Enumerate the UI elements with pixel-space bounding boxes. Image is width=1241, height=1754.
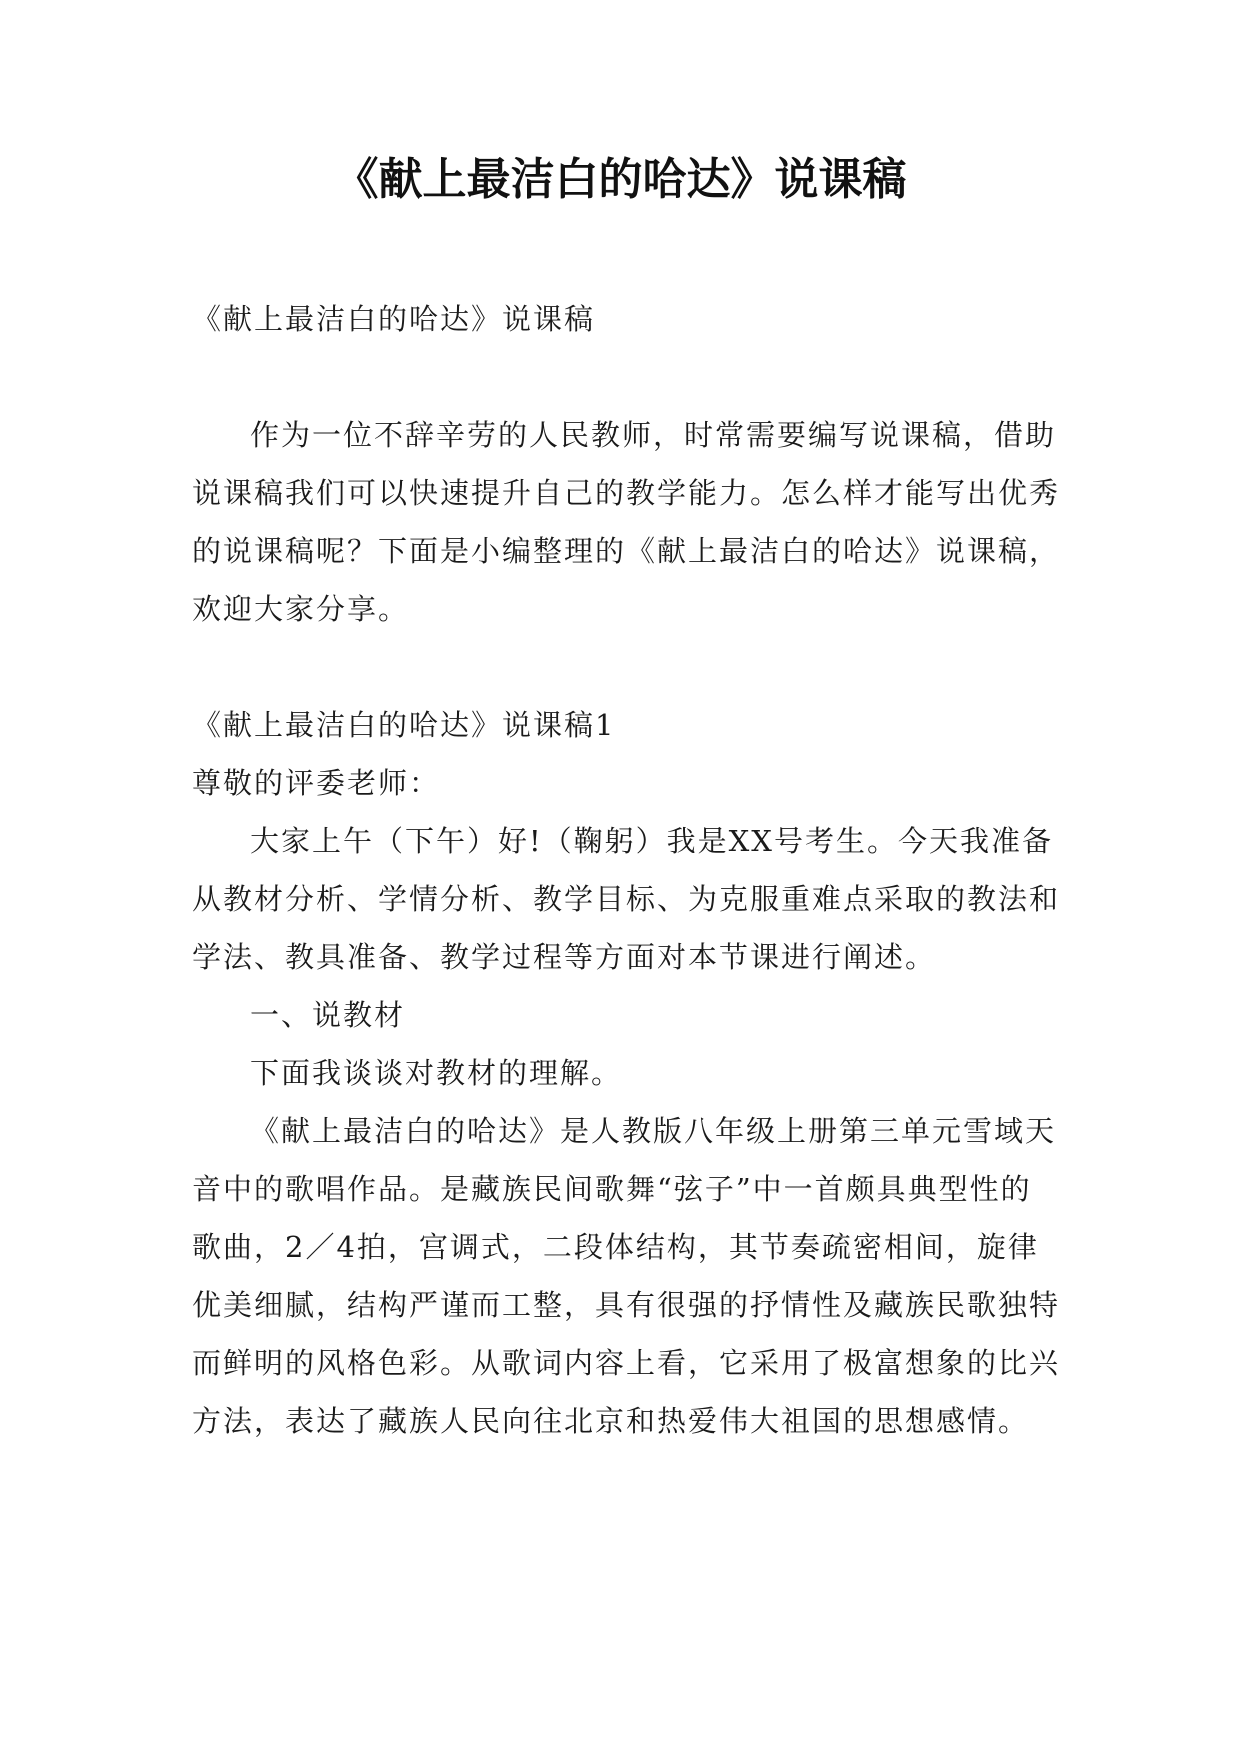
part-lead-paragraph: 下面我谈谈对教材的理解。: [250, 1056, 623, 1090]
textbook-analysis-paragraph: 《献上最洁白的哈达》是人教版八年级上册第三单元雪域天音中的歌唱作品。是藏族民间歌舞“弦子”中一首颇具典型性的歌曲，2／4拍，宫调式，二段体结构，其节奏疏密相间，旋律优美细腻，结构严谨而工整，具有很强的抒情性及藏族民歌独特而鲜明的风格色彩。从歌词内容上看，它采用了极富想象的比兴方法，表达了藏族人民向往北京和热爱伟大祖国的思想感情。: [192, 1114, 1061, 1438]
section-heading: 《献上最洁白的哈达》说课稿1: [192, 708, 616, 742]
document-title: 《献上最洁白的哈达》说课稿: [334, 154, 907, 205]
intro-paragraph: 作为一位不辞辛劳的人民教师，时常需要编写说课稿，借助说课稿我们可以快速提升自己的教学能力。怎么样才能写出优秀的说课稿呢？下面是小编整理的《献上最洁白的哈达》说课稿，欢迎大家分享。: [192, 418, 1061, 626]
document-body: [192, 290, 1062, 1450]
document-subtitle: 《献上最洁白的哈达》说课稿: [192, 302, 596, 336]
salutation: 尊敬的评委老师：: [192, 766, 441, 800]
greeting-paragraph: 大家上午（下午）好!（鞠躬）我是XX号考生。今天我准备从教材分析、学情分析、教学目标、为克服重难点采取的教法和学法、教具准备、教学过程等方面对本节课进行阐述。: [192, 824, 1061, 974]
part-heading-textbook: 一、说教材: [250, 998, 406, 1032]
